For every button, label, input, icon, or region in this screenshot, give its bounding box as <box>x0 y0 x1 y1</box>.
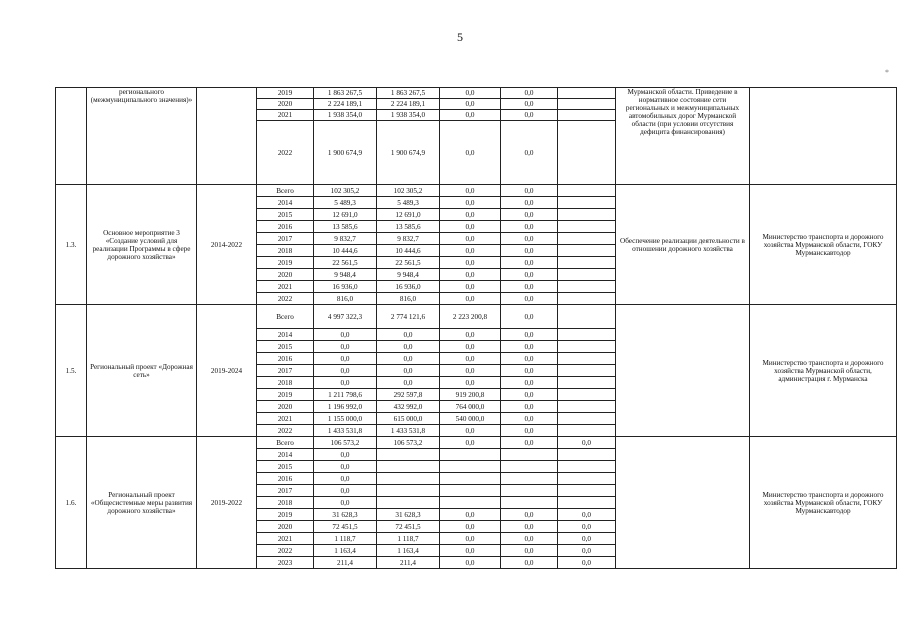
value-cell-v5 <box>558 449 616 461</box>
value-cell-v4: 0,0 <box>501 185 558 197</box>
value-cell-v2: 13 585,6 <box>377 221 440 233</box>
year-cell: Всего <box>257 305 314 329</box>
value-cell-v3: 0,0 <box>440 99 501 110</box>
section-executor: Министерство транспорта и дорожного хозяйства Мурманской области, ГОКУ Мурманскавтодор <box>750 437 897 569</box>
value-cell-v2 <box>377 461 440 473</box>
value-cell-v5 <box>558 281 616 293</box>
value-cell-v3 <box>440 449 501 461</box>
table-row <box>56 185 897 197</box>
value-cell-v2: 0,0 <box>377 365 440 377</box>
value-cell-v4: 0,0 <box>501 329 558 341</box>
value-cell-v1: 816,0 <box>314 293 377 305</box>
value-cell-v2: 16 936,0 <box>377 281 440 293</box>
value-cell-v1: 31 628,3 <box>314 509 377 521</box>
value-cell-v5 <box>558 365 616 377</box>
value-cell-v5 <box>558 197 616 209</box>
value-cell-v5 <box>558 497 616 509</box>
value-cell-v2: 1 900 674,9 <box>377 121 440 185</box>
value-cell-v5 <box>558 341 616 353</box>
value-cell-v5 <box>558 389 616 401</box>
value-cell-v3: 0,0 <box>440 437 501 449</box>
value-cell-v4: 0,0 <box>501 341 558 353</box>
value-cell-v4: 0,0 <box>501 99 558 110</box>
value-cell-v1: 1 163,4 <box>314 545 377 557</box>
year-cell: 2022 <box>257 293 314 305</box>
value-cell-v4: 0,0 <box>501 221 558 233</box>
value-cell-v3: 919 200,8 <box>440 389 501 401</box>
value-cell-v2: 0,0 <box>377 329 440 341</box>
value-cell-v2: 12 691,0 <box>377 209 440 221</box>
value-cell-v5 <box>558 99 616 110</box>
value-cell-v5 <box>558 88 616 99</box>
value-cell-v1: 5 489,3 <box>314 197 377 209</box>
value-cell-v3: 0,0 <box>440 281 501 293</box>
value-cell-v1: 4 997 322,3 <box>314 305 377 329</box>
value-cell-v2 <box>377 485 440 497</box>
year-cell: 2021 <box>257 533 314 545</box>
value-cell-v3 <box>440 461 501 473</box>
value-cell-v1: 0,0 <box>314 329 377 341</box>
value-cell-v3: 0,0 <box>440 545 501 557</box>
value-cell-v2: 615 000,0 <box>377 413 440 425</box>
value-cell-v1: 0,0 <box>314 377 377 389</box>
value-cell-v2: 1 433 531,8 <box>377 425 440 437</box>
value-cell-v3: 0,0 <box>440 353 501 365</box>
section-executor: Министерство транспорта и дорожного хозяйства Мурманской области, администрация г. Мурманска <box>750 305 897 437</box>
value-cell-v4: 0,0 <box>501 353 558 365</box>
value-cell-v1: 10 444,6 <box>314 245 377 257</box>
value-cell-v1: 2 224 189,1 <box>314 99 377 110</box>
value-cell-v3 <box>440 473 501 485</box>
value-cell-v2: 292 597,8 <box>377 389 440 401</box>
value-cell-v1: 13 585,6 <box>314 221 377 233</box>
year-cell: Всего <box>257 437 314 449</box>
value-cell-v5 <box>558 485 616 497</box>
value-cell-v5 <box>558 269 616 281</box>
year-cell: 2014 <box>257 329 314 341</box>
value-cell-v3: 0,0 <box>440 209 501 221</box>
value-cell-v3: 2 223 200,8 <box>440 305 501 329</box>
value-cell-v4: 0,0 <box>501 533 558 545</box>
value-cell-v1: 106 573,2 <box>314 437 377 449</box>
value-cell-v2: 1 938 354,0 <box>377 110 440 121</box>
value-cell-v2: 2 224 189,1 <box>377 99 440 110</box>
value-cell-v2: 10 444,6 <box>377 245 440 257</box>
value-cell-v3: 0,0 <box>440 293 501 305</box>
value-cell-v1: 0,0 <box>314 485 377 497</box>
year-cell: 2015 <box>257 209 314 221</box>
value-cell-v3 <box>440 485 501 497</box>
year-cell: 2014 <box>257 197 314 209</box>
value-cell-v3: 0,0 <box>440 377 501 389</box>
value-cell-v2 <box>377 497 440 509</box>
section-number <box>56 88 87 185</box>
value-cell-v2: 22 561,5 <box>377 257 440 269</box>
year-cell: 2021 <box>257 281 314 293</box>
value-cell-v2: 211,4 <box>377 557 440 569</box>
value-cell-v1: 9 948,4 <box>314 269 377 281</box>
value-cell-v3: 0,0 <box>440 257 501 269</box>
year-cell: Всего <box>257 185 314 197</box>
section-period: 2019-2024 <box>197 305 257 437</box>
value-cell-v3: 0,0 <box>440 221 501 233</box>
value-cell-v5 <box>558 293 616 305</box>
value-cell-v1: 1 900 674,9 <box>314 121 377 185</box>
year-cell: 2017 <box>257 485 314 497</box>
value-cell-v2: 5 489,3 <box>377 197 440 209</box>
value-cell-v5 <box>558 305 616 329</box>
year-cell: 2015 <box>257 341 314 353</box>
value-cell-v5 <box>558 401 616 413</box>
value-cell-v1: 1 211 798,6 <box>314 389 377 401</box>
value-cell-v3: 0,0 <box>440 341 501 353</box>
value-cell-v3: 0,0 <box>440 233 501 245</box>
value-cell-v3: 0,0 <box>440 269 501 281</box>
value-cell-v5 <box>558 221 616 233</box>
value-cell-v4: 0,0 <box>501 245 558 257</box>
value-cell-v4: 0,0 <box>501 521 558 533</box>
value-cell-v5 <box>558 245 616 257</box>
section-result: Мурманской области. Приведение в нормативное состояние сети региональных и межмуниципальных автомобильных дорог Мурманской области (при условии отсутствия дефицита финансирования) <box>616 88 750 185</box>
value-cell-v3: 0,0 <box>440 533 501 545</box>
value-cell-v3: 0,0 <box>440 245 501 257</box>
section-number: 1.5. <box>56 305 87 437</box>
value-cell-v3: 0,0 <box>440 509 501 521</box>
value-cell-v2: 816,0 <box>377 293 440 305</box>
year-cell: 2022 <box>257 121 314 185</box>
value-cell-v3: 540 000,0 <box>440 413 501 425</box>
year-cell: 2019 <box>257 509 314 521</box>
section-number: 1.6. <box>56 437 87 569</box>
value-cell-v4: 0,0 <box>501 121 558 185</box>
value-cell-v4 <box>501 473 558 485</box>
value-cell-v4: 0,0 <box>501 305 558 329</box>
value-cell-v1: 1 118,7 <box>314 533 377 545</box>
value-cell-v5: 0,0 <box>558 521 616 533</box>
section-name: Основное мероприятие 3 «Создание условий для реализации Программы в сфере дорожного хозяйства» <box>87 185 197 305</box>
value-cell-v5 <box>558 257 616 269</box>
value-cell-v2: 1 163,4 <box>377 545 440 557</box>
year-cell: 2021 <box>257 413 314 425</box>
value-cell-v4: 0,0 <box>501 257 558 269</box>
value-cell-v4 <box>501 497 558 509</box>
value-cell-v1: 0,0 <box>314 473 377 485</box>
value-cell-v3: 0,0 <box>440 365 501 377</box>
table-row <box>56 305 897 329</box>
value-cell-v4: 0,0 <box>501 401 558 413</box>
section-period: 2014-2022 <box>197 185 257 305</box>
year-cell: 2015 <box>257 461 314 473</box>
year-cell: 2017 <box>257 365 314 377</box>
value-cell-v4: 0,0 <box>501 293 558 305</box>
value-cell-v2: 72 451,5 <box>377 521 440 533</box>
value-cell-v3: 0,0 <box>440 185 501 197</box>
value-cell-v3: 0,0 <box>440 197 501 209</box>
value-cell-v4 <box>501 485 558 497</box>
value-cell-v4: 0,0 <box>501 509 558 521</box>
value-cell-v3: 0,0 <box>440 110 501 121</box>
value-cell-v1: 102 305,2 <box>314 185 377 197</box>
value-cell-v1: 0,0 <box>314 341 377 353</box>
value-cell-v2: 0,0 <box>377 377 440 389</box>
year-cell: 2021 <box>257 110 314 121</box>
value-cell-v5: 0,0 <box>558 437 616 449</box>
value-cell-v2: 102 305,2 <box>377 185 440 197</box>
value-cell-v2: 9 832,7 <box>377 233 440 245</box>
value-cell-v1: 1 863 267,5 <box>314 88 377 99</box>
value-cell-v4: 0,0 <box>501 377 558 389</box>
value-cell-v1: 1 196 992,0 <box>314 401 377 413</box>
value-cell-v4: 0,0 <box>501 437 558 449</box>
section-result <box>616 305 750 437</box>
value-cell-v2: 1 863 267,5 <box>377 88 440 99</box>
value-cell-v1: 1 433 531,8 <box>314 425 377 437</box>
value-cell-v4 <box>501 461 558 473</box>
year-cell: 2020 <box>257 401 314 413</box>
value-cell-v5 <box>558 413 616 425</box>
value-cell-v5: 0,0 <box>558 509 616 521</box>
value-cell-v5: 0,0 <box>558 533 616 545</box>
year-cell: 2016 <box>257 221 314 233</box>
section-result <box>616 437 750 569</box>
year-cell: 2022 <box>257 425 314 437</box>
value-cell-v3: 0,0 <box>440 88 501 99</box>
value-cell-v2: 432 992,0 <box>377 401 440 413</box>
section-executor: Министерство транспорта и дорожного хозяйства Мурманской области, ГОКУ Мурманскавтодор <box>750 185 897 305</box>
year-cell: 2016 <box>257 473 314 485</box>
value-cell-v1: 12 691,0 <box>314 209 377 221</box>
value-cell-v3: 764 000,0 <box>440 401 501 413</box>
value-cell-v5 <box>558 425 616 437</box>
value-cell-v4: 0,0 <box>501 425 558 437</box>
program-funding-table <box>55 87 897 569</box>
value-cell-v5 <box>558 121 616 185</box>
year-cell: 2019 <box>257 88 314 99</box>
value-cell-v4: 0,0 <box>501 269 558 281</box>
value-cell-v4: 0,0 <box>501 281 558 293</box>
value-cell-v3: 0,0 <box>440 329 501 341</box>
value-cell-v3 <box>440 497 501 509</box>
year-cell: 2020 <box>257 99 314 110</box>
page-number: 5 <box>457 30 463 44</box>
section-name: Региональный проект «Общесистемные меры развития дорожного хозяйства» <box>87 437 197 569</box>
year-cell: 2017 <box>257 233 314 245</box>
value-cell-v5 <box>558 209 616 221</box>
value-cell-v2: 0,0 <box>377 353 440 365</box>
value-cell-v4 <box>501 449 558 461</box>
value-cell-v4: 0,0 <box>501 557 558 569</box>
value-cell-v5 <box>558 233 616 245</box>
value-cell-v2 <box>377 449 440 461</box>
value-cell-v2: 0,0 <box>377 341 440 353</box>
year-cell: 2022 <box>257 545 314 557</box>
table-row <box>56 88 897 99</box>
value-cell-v4: 0,0 <box>501 88 558 99</box>
section-result: Обеспечение реализации деятельности в отношении дорожного хозяйства <box>616 185 750 305</box>
year-cell: 2023 <box>257 557 314 569</box>
value-cell-v5 <box>558 461 616 473</box>
value-cell-v3: 0,0 <box>440 557 501 569</box>
value-cell-v5 <box>558 353 616 365</box>
value-cell-v4: 0,0 <box>501 389 558 401</box>
section-name: Региональный проект «Дорожная сеть» <box>87 305 197 437</box>
value-cell-v3: 0,0 <box>440 425 501 437</box>
value-cell-v4: 0,0 <box>501 110 558 121</box>
value-cell-v4: 0,0 <box>501 209 558 221</box>
value-cell-v1: 1 155 000,0 <box>314 413 377 425</box>
value-cell-v5 <box>558 473 616 485</box>
value-cell-v4: 0,0 <box>501 365 558 377</box>
value-cell-v2: 2 774 121,6 <box>377 305 440 329</box>
value-cell-v2: 31 628,3 <box>377 509 440 521</box>
value-cell-v2: 9 948,4 <box>377 269 440 281</box>
value-cell-v3: 0,0 <box>440 121 501 185</box>
value-cell-v2 <box>377 473 440 485</box>
year-cell: 2020 <box>257 269 314 281</box>
value-cell-v5 <box>558 185 616 197</box>
year-cell: 2014 <box>257 449 314 461</box>
year-cell: 2018 <box>257 245 314 257</box>
value-cell-v5: 0,0 <box>558 557 616 569</box>
value-cell-v1: 0,0 <box>314 461 377 473</box>
value-cell-v1: 211,4 <box>314 557 377 569</box>
value-cell-v4: 0,0 <box>501 413 558 425</box>
section-period: 2019-2022 <box>197 437 257 569</box>
value-cell-v1: 0,0 <box>314 365 377 377</box>
year-cell: 2018 <box>257 497 314 509</box>
stray-mark: * <box>885 68 889 77</box>
value-cell-v2: 106 573,2 <box>377 437 440 449</box>
value-cell-v1: 0,0 <box>314 497 377 509</box>
year-cell: 2016 <box>257 353 314 365</box>
year-cell: 2019 <box>257 389 314 401</box>
table-row <box>56 437 897 449</box>
value-cell-v2: 1 118,7 <box>377 533 440 545</box>
year-cell: 2020 <box>257 521 314 533</box>
value-cell-v4: 0,0 <box>501 545 558 557</box>
value-cell-v1: 1 938 354,0 <box>314 110 377 121</box>
section-period <box>197 88 257 185</box>
value-cell-v5 <box>558 110 616 121</box>
year-cell: 2018 <box>257 377 314 389</box>
value-cell-v1: 22 561,5 <box>314 257 377 269</box>
value-cell-v1: 9 832,7 <box>314 233 377 245</box>
value-cell-v3: 0,0 <box>440 521 501 533</box>
value-cell-v5 <box>558 377 616 389</box>
year-cell: 2019 <box>257 257 314 269</box>
value-cell-v5 <box>558 329 616 341</box>
value-cell-v4: 0,0 <box>501 233 558 245</box>
value-cell-v1: 72 451,5 <box>314 521 377 533</box>
value-cell-v1: 0,0 <box>314 449 377 461</box>
section-name: регионального (межмуниципального значения)» <box>87 88 197 185</box>
value-cell-v1: 16 936,0 <box>314 281 377 293</box>
value-cell-v5: 0,0 <box>558 545 616 557</box>
value-cell-v1: 0,0 <box>314 353 377 365</box>
section-executor <box>750 88 897 185</box>
section-number: 1.3. <box>56 185 87 305</box>
value-cell-v4: 0,0 <box>501 197 558 209</box>
